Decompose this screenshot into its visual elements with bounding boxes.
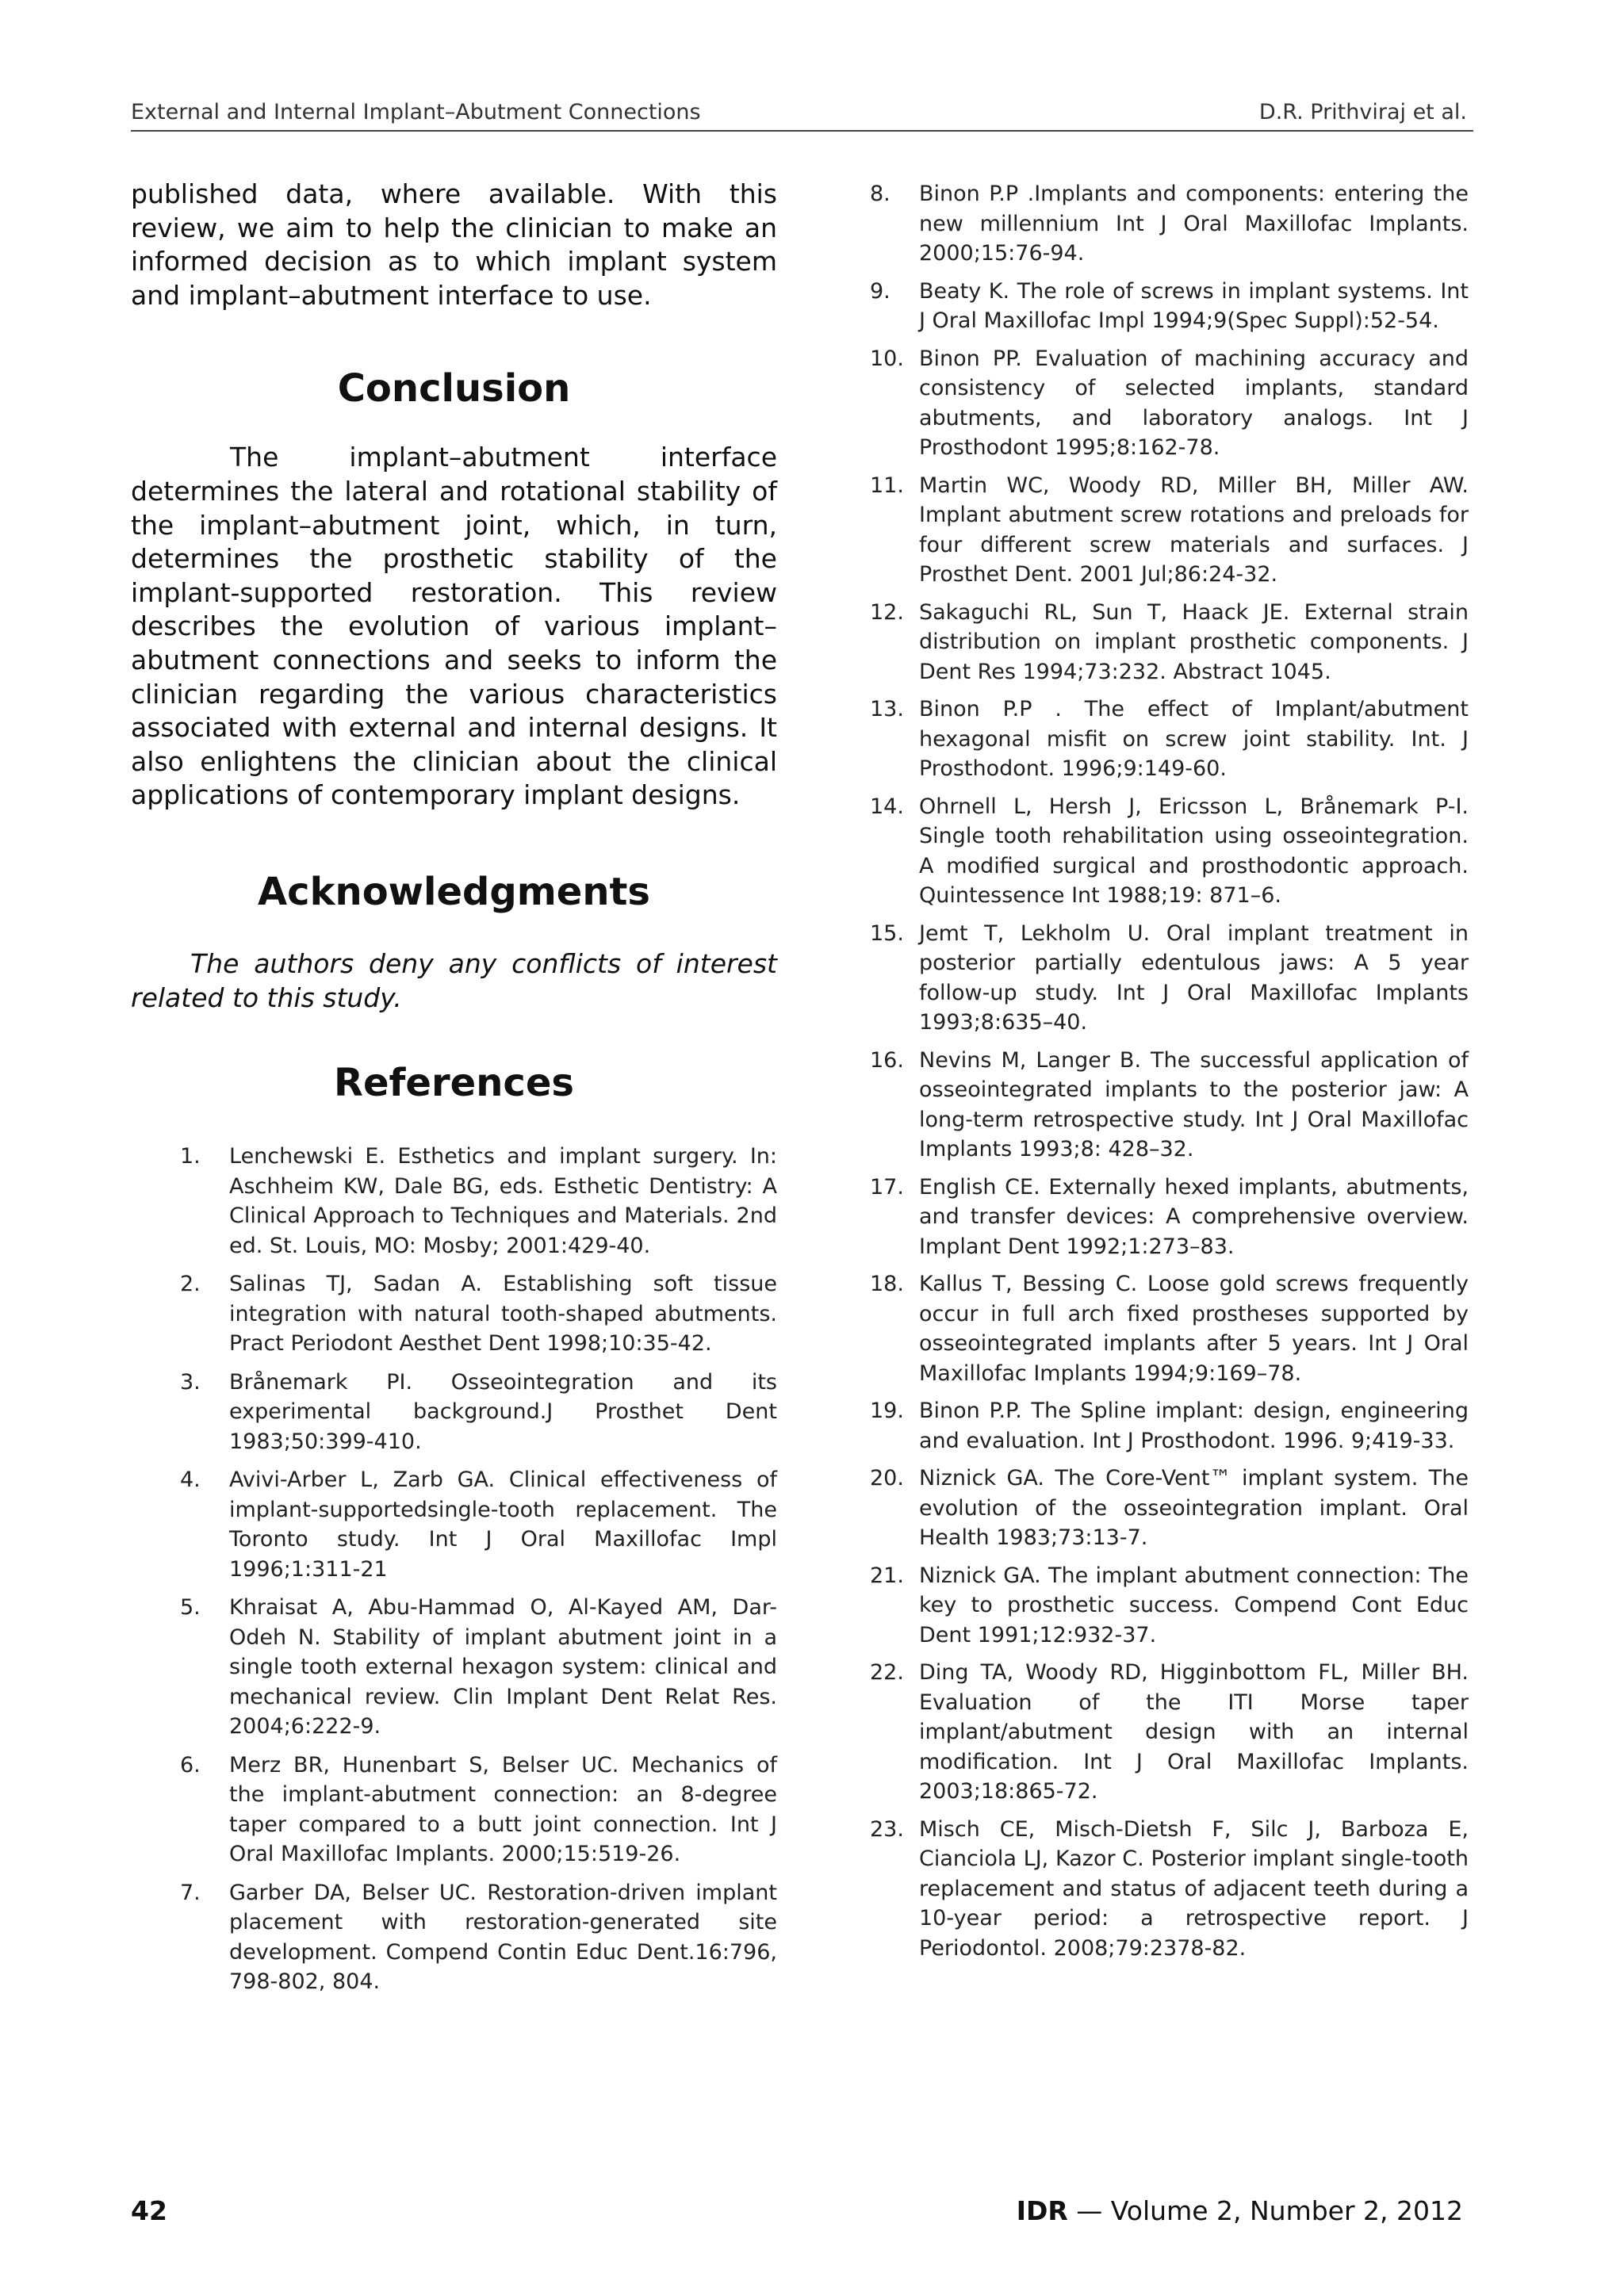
- conclusion-heading: Conclusion: [337, 366, 571, 411]
- reference-number: 17.: [870, 1174, 904, 1200]
- reference-number: 3.: [180, 1369, 201, 1395]
- reference-item: [180, 1142, 777, 1261]
- reference-number: 20.: [870, 1466, 904, 1490]
- reference-item: [180, 1878, 777, 1997]
- right-column: [870, 179, 1469, 1971]
- conclusion-paragraph: The implant–abutment interface determines the lateral and rotational stability of the implant–abutment joint, which, in turn, determines the prosthetic stability of the implant-supported restoration. This review describes the evolution of various implant–abutment connections and seeks to inform the clinician regarding the various characteristics associated with external and internal designs. It also enlightens the clinician about the clinical applications of contemporary implant designs.: [131, 442, 777, 811]
- intro-paragraph: published data, where available. With this review, we aim to help the clinician to make an informed decision as to which implant system and implant–abutment interface to use.: [131, 178, 777, 311]
- reference-item: [870, 919, 1469, 1038]
- reference-item: [870, 1464, 1469, 1553]
- reference-number: 18.: [870, 1272, 904, 1296]
- acknowledgments-paragraph: The authors deny any conflicts of interest related to this study.: [131, 947, 777, 1013]
- reference-number: 8.: [870, 182, 891, 206]
- reference-number: 5.: [180, 1595, 201, 1621]
- left-column: [131, 178, 777, 2006]
- running-title: External and Internal Implant–Abutment Connections: [131, 100, 701, 124]
- reference-item: [870, 1815, 1469, 1964]
- reference-item: [180, 1465, 777, 1584]
- reference-text: Binon P.P. The Spline implant: design, engineering and evaluation. Int J Prosthodont. 1996. 9;419-33.: [919, 1399, 1469, 1453]
- reference-text: Niznick GA. The implant abutment connection: The key to prosthetic success. Compend Cont Educ Dent 1991;12:932-37.: [919, 1563, 1469, 1647]
- journal-abbrev: IDR: [1016, 2195, 1068, 2226]
- reference-number: 13.: [870, 697, 904, 721]
- reference-number: 7.: [180, 1880, 201, 1905]
- reference-item: [870, 598, 1469, 687]
- reference-item: [870, 695, 1469, 784]
- reference-number: 12.: [870, 599, 904, 625]
- reference-item: [180, 1751, 777, 1869]
- reference-number: 19.: [870, 1399, 904, 1423]
- reference-item: [180, 1368, 777, 1457]
- reference-list-right: [870, 179, 1469, 1963]
- reference-text: Binon P.P .Implants and components: entering the new millennium Int J Oral Maxillofac Implants. 2000;15:76-94.: [919, 182, 1469, 266]
- reference-text: Brånemark PI. Osseointegration and its experimental background.J Prosthet Dent 1983;50:399-410.: [229, 1369, 777, 1454]
- journal-info: [1017, 2195, 1463, 2228]
- reference-text: Merz BR, Hunenbart S, Belser UC. Mechanics of the implant-abutment connection: an 8-degree taper compared to a butt joint connection. Int J Oral Maxillofac Implants. 2000;15:519-26.: [229, 1752, 777, 1867]
- reference-number: 9.: [870, 278, 891, 304]
- reference-number: 15.: [870, 920, 904, 946]
- page-number: 42: [131, 2195, 167, 2226]
- reference-item: [870, 792, 1469, 911]
- reference-text: Salinas TJ, Sadan A. Establishing soft tissue integration with natural tooth-shaped abutments. Pract Periodont Aesthet Dent 1998;10:35-42.: [229, 1272, 777, 1357]
- reference-text: Garber DA, Belser UC. Restoration-driven implant placement with restoration-generated site development. Compend Contin Educ Dent.16:796, 798-802, 804.: [229, 1880, 777, 1995]
- reference-item: [870, 1561, 1469, 1651]
- reference-text: English CE. Externally hexed implants, abutments, and transfer devices: A comprehensive overview. Implant Dent 1992;1:273–83.: [919, 1174, 1469, 1259]
- reference-text: Jemt T, Lekholm U. Oral implant treatment in posterior partially edentulous jaws: A 5 year follow-up study. Int J Oral Maxillofac Implants 1993;8:635–40.: [919, 920, 1469, 1035]
- reference-number: 10.: [870, 346, 904, 371]
- reference-item: [870, 471, 1469, 590]
- reference-item: [870, 1396, 1469, 1456]
- reference-text: Nevins M, Langer B. The successful application of osseointegrated implants to the posterior jaw: A long-term retrospective study. Int J Oral Maxillofac Implants 1993;8: 428–32.: [919, 1047, 1469, 1161]
- reference-number: 23.: [870, 1816, 904, 1842]
- reference-text: Kallus T, Bessing C. Loose gold screws frequently occur in full arch fixed prostheses supported by osseointegrated implants after 5 years. Int J Oral Maxillofac Implants 1994;9:169–78.: [919, 1272, 1469, 1386]
- reference-text: Misch CE, Misch-Dietsh F, Silc J, Barboza E, Cianciola LJ, Kazor C. Posterior implant single-tooth replacement and status of adjacent teeth during a 10-year period: a retrospective report. J Periodontol. 2008;79:2378-82.: [919, 1816, 1469, 1961]
- reference-number: 1.: [180, 1144, 201, 1169]
- reference-item: [870, 179, 1469, 269]
- reference-item: [180, 1593, 777, 1742]
- reference-number: 6.: [180, 1752, 201, 1777]
- reference-item: [870, 1046, 1469, 1165]
- journal-volume: — Volume 2, Number 2, 2012: [1067, 2195, 1463, 2226]
- reference-item: [870, 1658, 1469, 1807]
- reference-text: Binon P.P . The effect of Implant/abutment hexagonal misfit on screw joint stability. Int. J Prosthodont. 1996;9:149-60.: [919, 697, 1469, 781]
- reference-item: [870, 344, 1469, 463]
- reference-number: 16.: [870, 1047, 904, 1073]
- reference-list-left: [180, 1142, 777, 1997]
- reference-text: Ding TA, Woody RD, Higginbottom FL, Miller BH. Evaluation of the ITI Morse taper implant/abutment design with an internal modification. Int J Oral Maxillofac Implants. 2003;18:865-72.: [919, 1660, 1469, 1804]
- reference-item: [870, 1269, 1469, 1388]
- reference-text: Niznick GA. The Core-Vent™ implant system. The evolution of the osseointegration implant. Oral Health 1983;73:13-7.: [919, 1466, 1469, 1550]
- reference-number: 22.: [870, 1660, 904, 1685]
- reference-number: 4.: [180, 1468, 201, 1493]
- reference-text: Beaty K. The role of screws in implant systems. Int J Oral Maxillofac Impl 1994;9(Spec Suppl):52-54.: [919, 278, 1469, 333]
- reference-text: Sakaguchi RL, Sun T, Haack JE. External strain distribution on implant prosthetic components. J Dent Res 1994;73:232. Abstract 1045.: [919, 599, 1469, 684]
- references-heading: References: [334, 1061, 574, 1106]
- reference-number: 2.: [180, 1272, 201, 1297]
- running-header: [131, 98, 1473, 132]
- reference-item: [870, 1173, 1469, 1262]
- reference-text: Lenchewski E. Esthetics and implant surgery. In: Aschheim KW, Dale BG, eds. Esthetic Dentistry: A Clinical Approach to Techniques and Materials. 2nd ed. St. Louis, MO: Mosby; 2001:429-40.: [229, 1144, 777, 1258]
- acknowledgments-heading: Acknowledgments: [258, 869, 650, 914]
- reference-text: Ohrnell L, Hersh J, Ericsson L, Brånemark P-I. Single tooth rehabilitation using osseointegration. A modified surgical and prosthodontic approach. Quintessence Int 1988;19: 871–6.: [919, 794, 1469, 908]
- reference-number: 14.: [870, 794, 904, 819]
- running-authors: D.R. Prithviraj et al.: [1258, 100, 1467, 124]
- reference-text: Avivi-Arber L, Zarb GA. Clinical effectiveness of implant-supportedsingle-tooth replacement. The Toronto study. Int J Oral Maxillofac Impl 1996;1:311-21: [229, 1468, 777, 1582]
- reference-item: [180, 1269, 777, 1359]
- reference-text: Khraisat A, Abu-Hammad O, Al-Kayed AM, Dar-Odeh N. Stability of implant abutment joint in a single tooth external hexagon system: clinical and mechanical review. Clin Implant Dent Relat Res. 2004;6:222-9.: [229, 1595, 777, 1739]
- reference-text: Martin WC, Woody RD, Miller BH, Miller AW. Implant abutment screw rotations and preloads for four different screw materials and surfaces. J Prosthet Dent. 2001 Jul;86:24-32.: [919, 473, 1469, 587]
- reference-item: [870, 277, 1469, 336]
- reference-number: 11.: [870, 473, 904, 498]
- reference-number: 21.: [870, 1563, 904, 1588]
- reference-text: Binon PP. Evaluation of machining accuracy and consistency of selected implants, standard abutments, and laboratory analogs. Int J Prosthodont 1995;8:162-78.: [919, 346, 1469, 460]
